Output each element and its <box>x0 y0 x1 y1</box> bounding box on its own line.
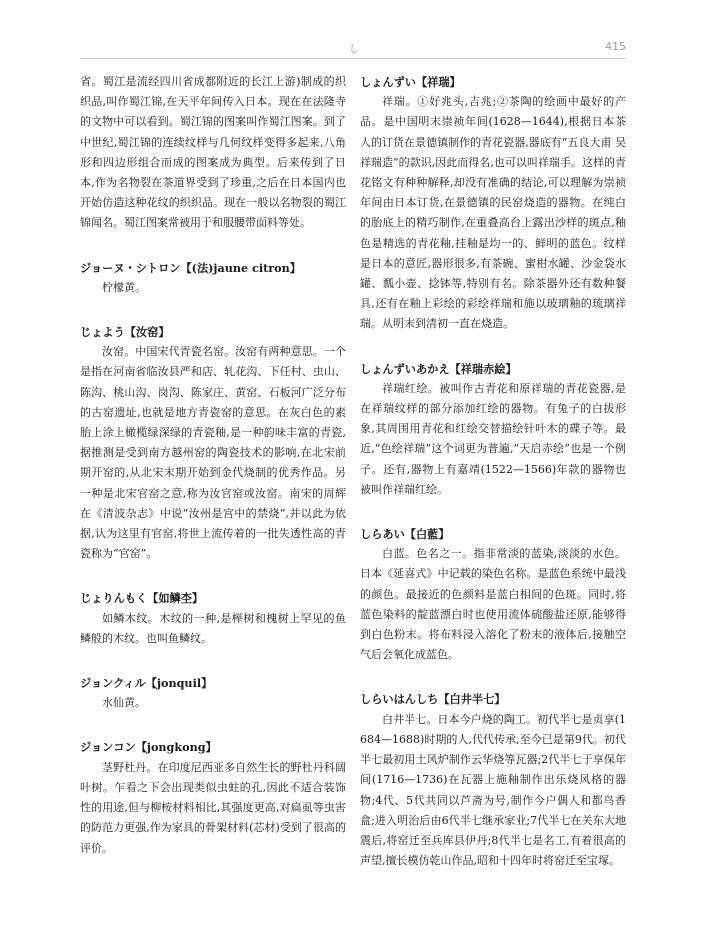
header-rule <box>80 58 626 59</box>
entry-heading: じょりんもく【如鳞杢】 <box>80 591 204 606</box>
entry-body: 省。蜀江是流经四川省成都附近的长江上游)制成的织织品,叫作蜀江锦,在天平年间传入日本。现在在法隆寺的文物中可以看到。蜀江锦的图案叫作蜀江图案。到了中世纪,蜀江锦的连续纹样与几何纹样变得多起来,八角形和四边形组合而成的图案成为典型。后来传到了日本,作为名物裂在茶道界受到了珍重,之后在日本国内也开始仿造这种花纹的织织品。现在一般以名物裂的蜀江锦闻名。蜀江图案常被用于和服腰带面料等处。 <box>80 75 346 230</box>
entry-body: 柠檬黄。 <box>102 280 146 294</box>
page-header <box>0 0 709 60</box>
entry-heading: しょんずいあかえ【祥瑞赤絵】 <box>360 361 517 376</box>
left-column <box>80 72 346 859</box>
dictionary-entry <box>80 258 346 298</box>
entry-body: 白井半七。日本今户烧的陶工。初代半七是贞享(1684—1688)时期的人,代代传承,至今已是第9代。初代半七最初用土风炉制作云华烧等瓦器;2代半七于享保年间(1716—1736)在瓦器上施釉制作出乐烧风格的器物;4代、5代共同以芦斋为号,制作今户偶人和都鸟香盒;进入明治后由6代半七继承家业;7代半七在关东大地震后,将窑迁至兵库县伊丹;8代半七是名工,有着很高的声望,擅长模仿乾山作品,昭和十四年时将窑迁至宝塚。 <box>360 712 626 868</box>
entry-body: 祥瑞。①好兆头,吉兆;②茶陶的绘画中最好的产品。是中国明末崇祯年间(1628—1644),根据日本茶人的订货在景德镇制作的青花瓷器,器底有“五良大甫 吴祥瑞造”的款识,因此而得名,也可以叫祥瑞手。这样的青花铭文有种种解释,却没有准确的结论,可以理解为崇祯年间由日本订货,在景德镇的民窑烧造的器物。在纯白的胎底上的精巧制作,在重叠高台上露出沙样的斑点,釉色是精选的青花釉,挂釉是均一的、鲜明的蓝色。纹样是日本的意匠,器形很多,有茶碗、蜜柑水罐、沙金袋水罐、瓢小壶、捻钵等,特别有名。除茶器外还有数种餐具,还有在釉上彩绘的彩绘祥瑞和施以玻璃釉的琉璃祥瑞。从明末到清初一直在烧造。 <box>360 95 626 331</box>
entry-heading: ジョーヌ・シトロン【(法)jaune citron】 <box>80 260 301 275</box>
entry-heading: ジョンコン【jongkong】 <box>80 740 217 755</box>
entry-body: 白蓝。色名之一。指非常淡的蓝染,淡淡的水色。日本《延喜式》中记载的染色名称。是蓝色系统中最浅的颜色。最接近的色颜料是蓝白相间的色斑。同时,将蓝色染料的靛蓝漂白时也使用流体硫酸盐还原,能够得到白色粉末。将布料浸入溶化了粉末的液体后,接触空气后会氧化成蓝色。 <box>360 547 626 662</box>
entry-heading: しょんずい【祥瑞】 <box>360 75 461 89</box>
entry-body: 茎野杜丹。在印度尼西亚多自然生长的野杜丹科阔叶树。乍看之下会出现类似虫蛀的孔,因此不适合装饰性的用途,但与柳桉材料相比,其强度更高,对扁虱等虫害的防范力更强,作为家具的骨架材料(芯材)受到了很高的评价。 <box>80 760 346 855</box>
dictionary-entry <box>360 359 626 500</box>
dictionary-entry <box>80 737 346 858</box>
continued-entry <box>80 72 346 234</box>
running-head-letter: し <box>348 42 360 55</box>
right-column <box>360 72 626 871</box>
entry-body: 水仙黄。 <box>102 696 146 710</box>
dictionary-entry <box>360 72 626 335</box>
entry-heading: じょよう【汝窑】 <box>80 325 170 340</box>
dictionary-entry <box>360 689 626 871</box>
dictionary-entry <box>80 673 346 713</box>
entry-body: 如鳞木纹。木纹的一种,是榉树和槐树上罕见的鱼鳞般的木纹。也叫鱼鳞纹。 <box>80 611 346 645</box>
entry-body: 汝窑。中国宋代青瓷名窑。汝窑有两种意思。一个是指在河南省临汝县严和店、轧花沟、下任村、虫山、陈沟、桃山沟、岗沟、陈家庄、黄窑、石板河广泛分布的古窑遗址,也就是地方青瓷窑的意思。在灰白色的素胎上涂上橄榄绿深绿的青瓷釉,是一种韵味丰富的青瓷,据推测是受到南方越州窑的陶瓷技术的影响,在北宋前期开窑的,从北宋末期开始到金代烧制的优秀作品。另一种是北宋官窑之意,称为汝官窑或汝窑。南宋的周辉在《清波杂志》中说“汝州是宫中的禁烧”,并以此为依据,认为这里有官窑,将世上流传着的一批失透性高的青瓷称为“官窑”。 <box>80 345 346 561</box>
page-number: 415 <box>605 40 626 53</box>
entry-heading: ジョンクィル【jonquil】 <box>80 676 213 691</box>
dictionary-entry <box>80 322 346 564</box>
dictionary-entry <box>80 588 346 649</box>
entry-heading: しらあい【白藍】 <box>360 527 450 542</box>
entry-heading: しらいはんしち【白井半七】 <box>360 692 506 707</box>
dictionary-entry <box>360 524 626 665</box>
entry-body: 祥瑞红绘。被叫作古青花和原祥瑞的青花瓷器,是在祥瑞纹样的部分添加红绘的器物。有兔子的白拔形象,其周围用青花和红绘交替描绘针叶木的碟子等。最近,“色绘祥瑞”这个词更为普遍,“天启赤绘”也是一个例子。还有,器物上有嘉靖(1522—1566)年款的器物也被叫作祥瑞红绘。 <box>360 381 626 496</box>
